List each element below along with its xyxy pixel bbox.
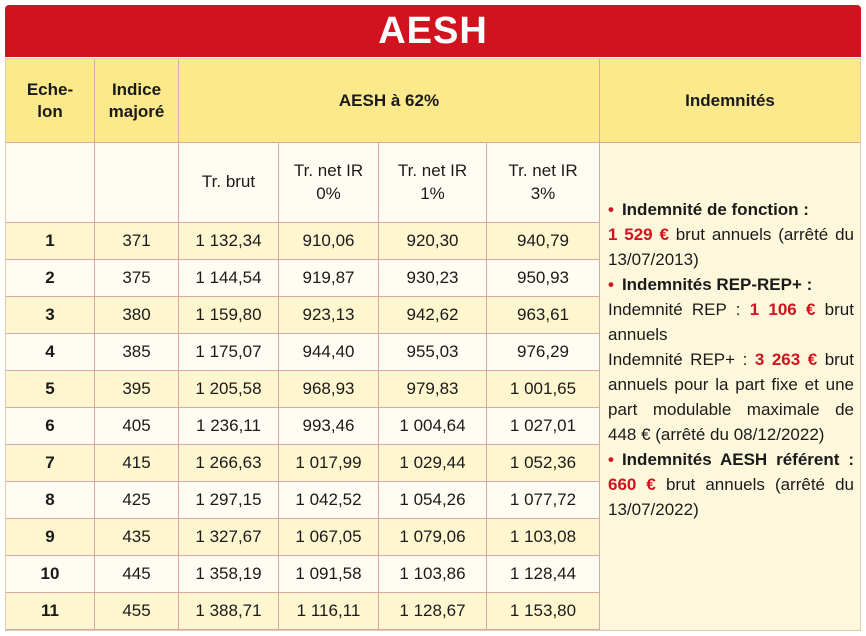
subheader-indice-blank — [95, 143, 179, 223]
indemnite-fonction-amount: 1 529 € — [608, 225, 669, 244]
indemnite-rep-title: Indemnités REP-REP+ : — [621, 275, 813, 294]
cell-net0: 1 091,58 — [279, 556, 379, 593]
cell-net1: 1 079,06 — [379, 519, 487, 556]
indemnite-rep — [608, 272, 854, 447]
header-indice: Indice majoré — [95, 59, 179, 143]
subheader-net-3: Tr. net IR 3% — [487, 143, 600, 223]
cell-net0: 1 067,05 — [279, 519, 379, 556]
cell-net1: 1 029,44 — [379, 445, 487, 482]
cell-net3: 1 077,72 — [487, 482, 600, 519]
indemnite-ref-amount: 660 € — [608, 475, 656, 494]
cell-echelon: 2 — [6, 260, 95, 297]
cell-brut: 1 236,11 — [179, 408, 279, 445]
cell-indice: 445 — [95, 556, 179, 593]
header-aesh-62: AESH à 62% — [179, 59, 600, 143]
cell-net1: 930,23 — [379, 260, 487, 297]
cell-brut: 1 266,63 — [179, 445, 279, 482]
indemnite-repplus-label: Indemnité REP+ : — [608, 350, 755, 369]
cell-brut: 1 132,34 — [179, 223, 279, 260]
indemnite-fonction-text: brut annuels (arrêté du 13/07/2013) — [608, 225, 854, 269]
cell-net3: 1 052,36 — [487, 445, 600, 482]
cell-net3: 1 027,01 — [487, 408, 600, 445]
cell-net0: 1 042,52 — [279, 482, 379, 519]
indemnite-fonction — [608, 197, 854, 272]
indemnite-repplus-text: brut annuels pour la part fixe et une part modulable maximale de 448 € (arrêté du 08/12/2022) — [608, 350, 854, 444]
cell-indice: 380 — [95, 297, 179, 334]
cell-indice: 435 — [95, 519, 179, 556]
cell-echelon: 1 — [6, 223, 95, 260]
indemnite-rep-text: brut annuels — [608, 300, 854, 344]
salary-grid — [5, 58, 861, 631]
cell-net3: 1 103,08 — [487, 519, 600, 556]
cell-indice: 405 — [95, 408, 179, 445]
cell-net1: 1 054,26 — [379, 482, 487, 519]
cell-echelon: 6 — [6, 408, 95, 445]
cell-brut: 1 144,54 — [179, 260, 279, 297]
subheader-tr-brut: Tr. brut — [179, 143, 279, 223]
cell-indice: 371 — [95, 223, 179, 260]
indemnite-referent — [608, 447, 854, 522]
cell-net1: 942,62 — [379, 297, 487, 334]
cell-indice: 455 — [95, 593, 179, 630]
subheader-echelon-blank — [6, 143, 95, 223]
bullet-icon: • — [608, 275, 614, 294]
cell-indice: 395 — [95, 371, 179, 408]
bullet-icon: • — [608, 450, 614, 469]
cell-brut: 1 327,67 — [179, 519, 279, 556]
cell-net1: 979,83 — [379, 371, 487, 408]
cell-net1: 1 103,86 — [379, 556, 487, 593]
header-echelon: Eche- lon — [6, 59, 95, 143]
cell-net3: 963,61 — [487, 297, 600, 334]
cell-echelon: 9 — [6, 519, 95, 556]
cell-net0: 919,87 — [279, 260, 379, 297]
cell-echelon: 8 — [6, 482, 95, 519]
cell-net0: 1 017,99 — [279, 445, 379, 482]
cell-net1: 920,30 — [379, 223, 487, 260]
cell-brut: 1 175,07 — [179, 334, 279, 371]
cell-brut: 1 205,58 — [179, 371, 279, 408]
cell-indice: 415 — [95, 445, 179, 482]
cell-net0: 923,13 — [279, 297, 379, 334]
cell-echelon: 10 — [6, 556, 95, 593]
indemnite-rep-amount: 1 106 € — [749, 300, 816, 319]
indemnite-repplus-amount: 3 263 € — [754, 350, 818, 369]
cell-echelon: 5 — [6, 371, 95, 408]
page-title: AESH — [5, 5, 861, 57]
subheader-net-1: Tr. net IR 1% — [379, 143, 487, 223]
cell-indice: 425 — [95, 482, 179, 519]
cell-net1: 1 128,67 — [379, 593, 487, 630]
cell-net3: 1 153,80 — [487, 593, 600, 630]
cell-echelon: 7 — [6, 445, 95, 482]
cell-net0: 944,40 — [279, 334, 379, 371]
cell-echelon: 4 — [6, 334, 95, 371]
indemnite-ref-title: Indemnités AESH référent : — [621, 450, 854, 469]
cell-net3: 1 128,44 — [487, 556, 600, 593]
cell-brut: 1 358,19 — [179, 556, 279, 593]
indemnite-fonction-title: Indemnité de fonction : — [621, 200, 809, 219]
aesh-table — [5, 5, 861, 631]
cell-brut: 1 297,15 — [179, 482, 279, 519]
cell-net0: 1 116,11 — [279, 593, 379, 630]
indemnites-panel — [600, 143, 860, 630]
cell-net0: 968,93 — [279, 371, 379, 408]
indemnite-ref-text: brut annuels (arrêté du 13/07/2022) — [608, 475, 854, 519]
cell-echelon: 11 — [6, 593, 95, 630]
subheader-net-0: Tr. net IR 0% — [279, 143, 379, 223]
cell-net3: 976,29 — [487, 334, 600, 371]
cell-net3: 1 001,65 — [487, 371, 600, 408]
cell-net1: 955,03 — [379, 334, 487, 371]
cell-net3: 950,93 — [487, 260, 600, 297]
cell-brut: 1 159,80 — [179, 297, 279, 334]
cell-net3: 940,79 — [487, 223, 600, 260]
cell-net0: 993,46 — [279, 408, 379, 445]
header-indemnites: Indemnités — [600, 59, 860, 143]
cell-indice: 375 — [95, 260, 179, 297]
cell-indice: 385 — [95, 334, 179, 371]
indemnite-rep-label: Indemnité REP : — [608, 300, 750, 319]
cell-net1: 1 004,64 — [379, 408, 487, 445]
cell-echelon: 3 — [6, 297, 95, 334]
bullet-icon: • — [608, 200, 614, 219]
cell-net0: 910,06 — [279, 223, 379, 260]
cell-brut: 1 388,71 — [179, 593, 279, 630]
